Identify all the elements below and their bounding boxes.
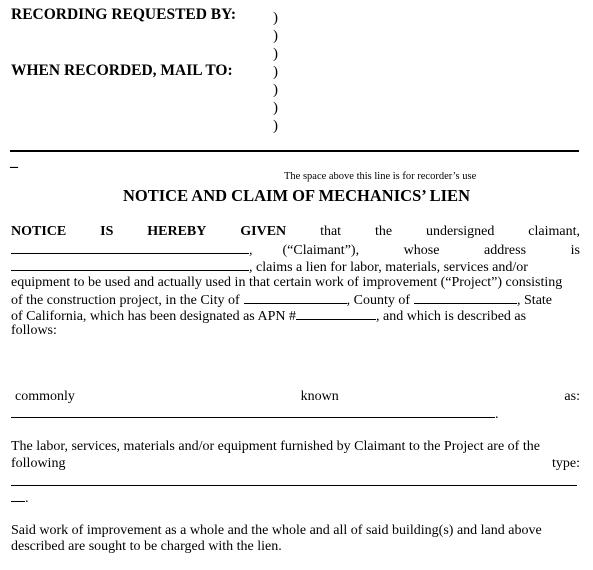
notice-word: as: xyxy=(564,389,580,404)
labor-type-continuation-blank[interactable] xyxy=(11,489,25,502)
notice-text: , County of xyxy=(346,293,411,308)
paren-mark: ) xyxy=(273,118,278,134)
notice-word: type: xyxy=(552,456,580,471)
notice-word: GIVEN xyxy=(240,224,287,239)
commonly-known-line xyxy=(15,389,580,405)
paren-mark: ) xyxy=(273,100,278,116)
notice-line-7: follows: xyxy=(11,323,57,338)
labor-type-end-line xyxy=(11,489,29,507)
city-blank[interactable] xyxy=(244,291,347,304)
notice-word: HEREBY xyxy=(147,224,207,239)
labor-line-1: The labor, services, materials and/or equipment furnished by Claimant to the Project are of the xyxy=(11,439,540,454)
paren-mark: ) xyxy=(273,10,278,26)
notice-word: the xyxy=(374,224,393,239)
notice-word: is xyxy=(570,243,580,258)
notice-word: known xyxy=(300,389,339,404)
notice-line-6 xyxy=(11,307,580,325)
notice-word: whose xyxy=(403,243,440,258)
claimant-words xyxy=(253,243,581,259)
property-description-blank[interactable] xyxy=(11,405,495,418)
improvement-line-2: described are sought to be charged with the lien. xyxy=(11,539,282,554)
recorder-use-note: The space above this line is for recorder’s use xyxy=(284,171,477,182)
improvement-line-1: Said work of improvement as a whole and the whole and all of said building(s) and land above xyxy=(11,523,542,538)
comma-text: , xyxy=(249,243,253,258)
notice-word: IS xyxy=(100,224,114,239)
labor-type-blank[interactable] xyxy=(11,485,577,486)
when-recorded-mail-to-label: WHEN RECORDED, MAIL TO: xyxy=(11,62,233,79)
document-title: NOTICE AND CLAIM OF MECHANICS’ LIEN xyxy=(123,186,470,205)
period-text: . xyxy=(495,407,499,422)
property-description-line xyxy=(11,405,499,423)
notice-word: commonly xyxy=(15,389,75,404)
notice-word: (“Claimant”), xyxy=(282,243,360,258)
notice-word: NOTICE xyxy=(11,224,67,239)
notice-line-2 xyxy=(11,241,580,259)
paren-mark: ) xyxy=(273,82,278,98)
county-blank[interactable] xyxy=(414,291,517,304)
notice-text: of the construction project, in the City of xyxy=(11,293,240,308)
notice-text: , and which is described as xyxy=(376,309,527,324)
notice-line-3 xyxy=(11,258,580,276)
notice-text: , State xyxy=(517,293,553,308)
claimant-name-blank[interactable] xyxy=(11,241,249,254)
paren-mark: ) xyxy=(273,46,278,62)
notice-text: of California, which has been designated as APN # xyxy=(11,309,296,324)
notice-word: address xyxy=(484,243,527,258)
claimant-address-blank[interactable] xyxy=(11,258,249,271)
labor-line-2 xyxy=(11,456,580,472)
recording-requested-by-label: RECORDING REQUESTED BY: xyxy=(11,6,237,23)
paren-mark: ) xyxy=(273,64,278,80)
notice-line-4: equipment to be used and actually used in that certain work of improvement (“Project”) consisting xyxy=(11,275,563,290)
notice-word: following xyxy=(11,456,66,471)
apn-blank[interactable] xyxy=(296,307,376,320)
short-dash-mark: – xyxy=(10,158,18,175)
notice-word: that xyxy=(320,224,342,239)
notice-word: claimant, xyxy=(528,224,580,239)
paren-mark: ) xyxy=(273,28,278,44)
period-text: . xyxy=(25,491,29,506)
notice-word: undersigned xyxy=(425,224,495,239)
notice-line-1 xyxy=(11,224,580,240)
recorder-divider-line xyxy=(10,150,579,152)
notice-text: , claims a lien for labor, materials, services and/or xyxy=(249,260,528,275)
